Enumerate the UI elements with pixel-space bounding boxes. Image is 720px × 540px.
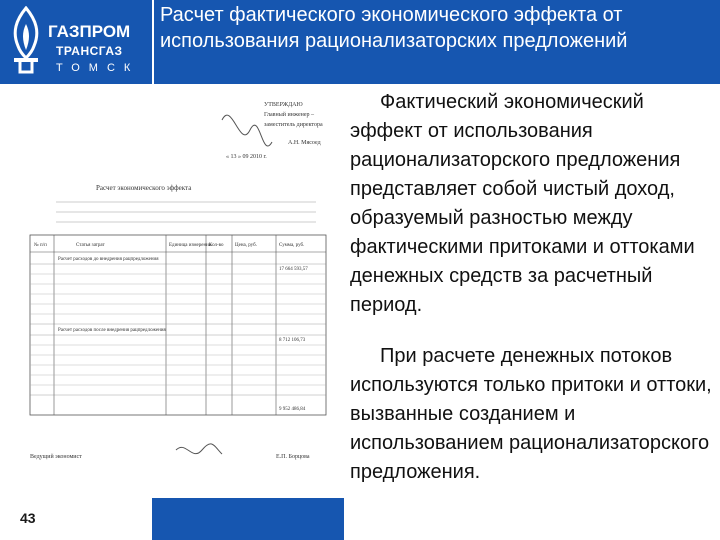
paragraph-cash-flows: При расчете денежных потоков используются только притоки и оттоки, вызванные созданием и использованием рационализаторского предложения. bbox=[350, 345, 712, 483]
col-header-price: Цена, руб. bbox=[235, 243, 257, 248]
paragraph-definition: Фактический экономический эффект от использования рационализаторского предложения представляет собой чистый доход, образуемый разностью между фактическими притоками и оттоками денежных средств за расчетный период. bbox=[350, 91, 695, 316]
col-header-unit: Единица измерения bbox=[169, 243, 212, 248]
approval-line-2: Главный инженер – bbox=[264, 112, 314, 118]
col-header-qty: Кол-во bbox=[209, 243, 224, 248]
col-header-item: Статья затрат bbox=[76, 243, 105, 248]
logo-wordmark: ГАЗПРОМ bbox=[48, 22, 131, 41]
logo-city: ТОМСК bbox=[56, 62, 140, 74]
total-before: 17 664 593,57 bbox=[279, 267, 308, 272]
left-margin-strip bbox=[0, 84, 24, 500]
col-header-num: № п/п bbox=[34, 243, 47, 248]
signer-left: Ведущий экономист bbox=[30, 454, 82, 460]
col-header-sum: Сумма, руб. bbox=[279, 243, 305, 248]
page-number: 43 bbox=[20, 510, 36, 526]
slide-title: Расчет фактического экономического эффекта от использования рационализаторских предложений bbox=[160, 4, 628, 52]
approval-line-4: А.Н. Мясоед bbox=[288, 140, 321, 146]
total-after: 8 712 106,73 bbox=[279, 338, 306, 343]
approval-line-5: « 13 » 09 2010 г. bbox=[226, 154, 267, 160]
company-logo bbox=[0, 0, 152, 84]
slide-body bbox=[350, 88, 712, 487]
flame-icon bbox=[6, 6, 46, 76]
signer-right: Е.П. Борцова bbox=[276, 454, 310, 460]
logo-subtitle: ТРАНСГАЗ bbox=[56, 44, 123, 58]
approval-line-1: УТВЕРЖДАЮ bbox=[264, 102, 303, 108]
approval-line-3: заместитель директора bbox=[264, 122, 323, 128]
result-value: 9 952 486,84 bbox=[279, 407, 306, 412]
scanned-calculation-document bbox=[26, 90, 340, 492]
header-divider bbox=[152, 0, 154, 84]
section-before: Расчет расходов до внедрения рацпредложения bbox=[58, 257, 159, 262]
footer-accent-bar bbox=[152, 498, 344, 540]
document-heading: Расчет экономического эффекта bbox=[96, 184, 192, 192]
section-after: Расчет расходов после внедрения рацпредложения bbox=[58, 328, 166, 333]
